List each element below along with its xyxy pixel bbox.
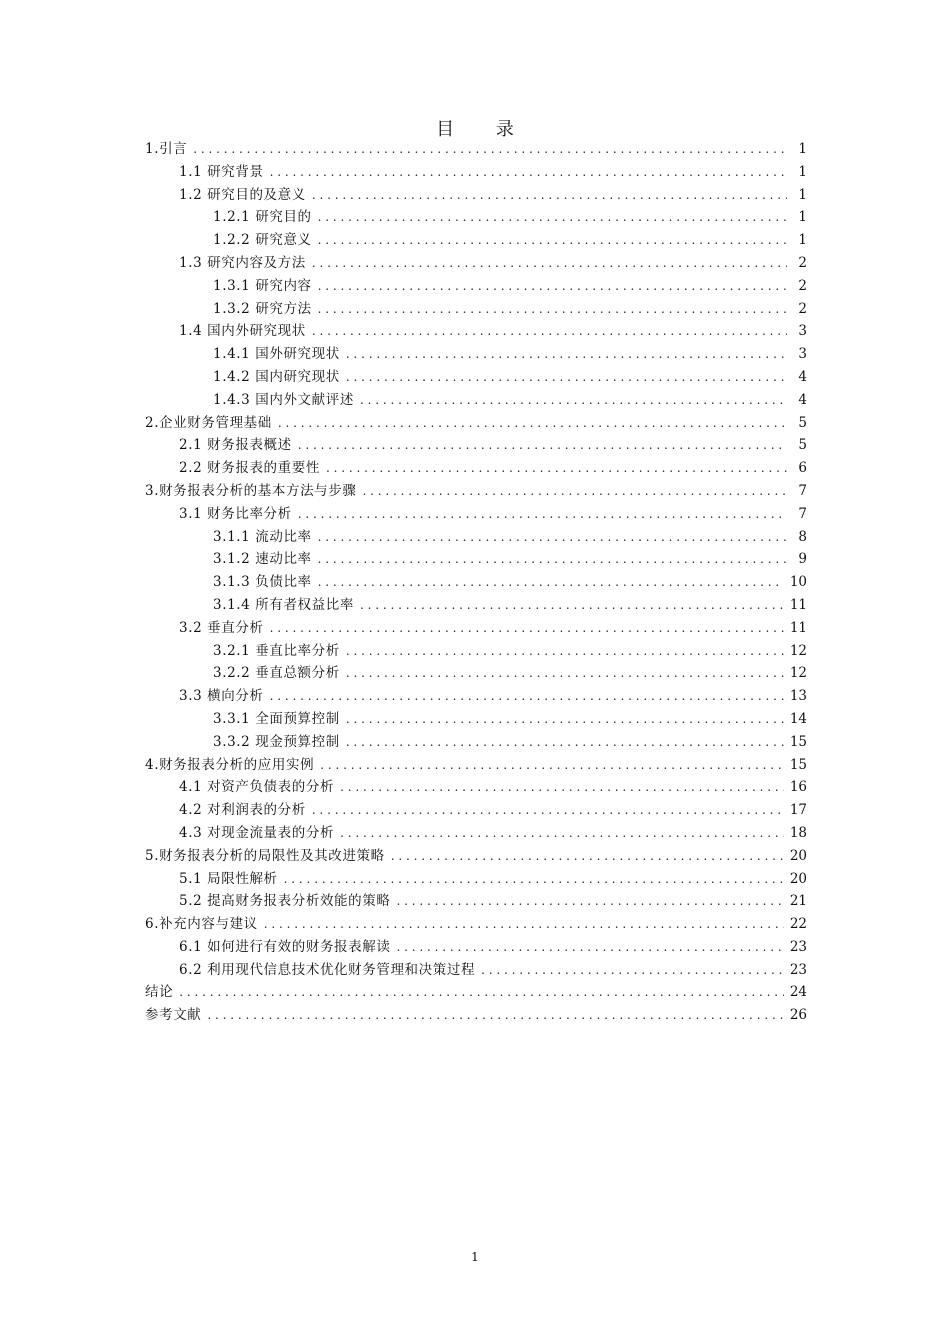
toc-entry-label: 3.2.1 垂直比率分析	[213, 642, 340, 659]
toc-entry[interactable]	[145, 503, 807, 526]
toc-dot-leader	[346, 662, 784, 685]
toc-entry-label: 1.3.2 研究方法	[213, 300, 312, 317]
toc-entry-page: 10	[789, 574, 807, 591]
toc-entry[interactable]	[145, 913, 807, 936]
toc-dot-leader	[340, 822, 784, 845]
toc-entry-label: 4.2 对利润表的分析	[179, 802, 306, 819]
toc-dot-leader	[362, 480, 787, 503]
toc-dot-leader	[396, 890, 783, 913]
page-number: 1	[471, 1250, 479, 1264]
toc-entry-label: 1.2.2 研究意义	[213, 232, 312, 249]
toc-entry-page: 1	[798, 186, 807, 203]
toc-dot-leader	[312, 320, 787, 343]
toc-entry-label: 3.3.1 全面预算控制	[213, 710, 340, 727]
toc-entry-page: 4	[798, 391, 807, 408]
toc-entry-label: 结论	[145, 984, 174, 1001]
toc-entry[interactable]	[145, 548, 807, 571]
toc-entry-page: 21	[789, 893, 807, 910]
toc-title: 目 录	[436, 119, 532, 140]
toc-entry-page: 7	[798, 505, 807, 522]
toc-entry-page: 1	[798, 232, 807, 249]
toc-dot-leader	[318, 298, 787, 321]
toc-dot-leader	[346, 366, 787, 389]
toc-entry[interactable]	[145, 480, 807, 503]
toc-entry-page: 1	[798, 209, 807, 226]
toc-entry[interactable]	[145, 206, 807, 229]
toc-entry[interactable]	[145, 868, 807, 891]
toc-entry-page: 9	[798, 551, 807, 568]
toc-entry-label: 1.4.2 国内研究现状	[213, 368, 340, 385]
toc-entry[interactable]	[145, 731, 807, 754]
toc-entry[interactable]	[145, 594, 807, 617]
toc-dot-leader	[346, 343, 787, 366]
toc-entry-page: 11	[789, 619, 807, 636]
toc-entry[interactable]	[145, 1004, 807, 1027]
toc-entry[interactable]	[145, 184, 807, 207]
toc-entry[interactable]	[145, 389, 807, 412]
toc-entry[interactable]	[145, 434, 807, 457]
toc-dot-leader	[326, 457, 787, 480]
toc-dot-leader	[298, 434, 787, 457]
toc-entry-label: 1.4.1 国外研究现状	[213, 346, 340, 363]
toc-entry-page: 4	[798, 368, 807, 385]
toc-entry[interactable]	[145, 617, 807, 640]
toc-entry-label: 1.3 研究内容及方法	[179, 254, 306, 271]
toc-entry-page: 11	[789, 596, 807, 613]
toc-dot-leader	[270, 617, 784, 640]
toc-entry-page: 24	[789, 984, 807, 1001]
toc-entry-label: 4.1 对资产负债表的分析	[179, 779, 335, 796]
toc-entry-label: 1.4 国内外研究现状	[179, 323, 306, 340]
toc-entry-page: 20	[789, 870, 807, 887]
toc-entry-label: 6.补充内容与建议	[145, 916, 258, 933]
toc-dot-leader	[360, 389, 787, 412]
toc-dot-leader	[346, 640, 784, 663]
toc-dot-leader	[318, 571, 784, 594]
toc-entry-page: 2	[798, 300, 807, 317]
toc-entry-page: 12	[789, 642, 807, 659]
toc-dot-leader	[320, 754, 784, 777]
toc-dot-leader	[360, 594, 784, 617]
toc-dot-leader	[346, 731, 784, 754]
toc-entry[interactable]	[145, 754, 807, 777]
toc-entry-label: 1.3.1 研究内容	[213, 277, 312, 294]
toc-entry-label: 3.2 垂直分析	[179, 619, 264, 636]
table-of-contents	[145, 138, 807, 1027]
toc-entry[interactable]	[145, 776, 807, 799]
toc-entry-page: 2	[798, 277, 807, 294]
toc-entry-label: 6.1 如何进行有效的财务报表解读	[179, 938, 391, 955]
toc-entry[interactable]	[145, 412, 807, 435]
toc-dot-leader	[481, 959, 784, 982]
toc-entry[interactable]	[145, 799, 807, 822]
toc-entry-page: 15	[789, 733, 807, 750]
toc-entry-label: 3.1.1 流动比率	[213, 528, 312, 545]
toc-entry-label: 3.3.2 现金预算控制	[213, 733, 340, 750]
toc-entry-page: 3	[798, 346, 807, 363]
toc-entry[interactable]	[145, 845, 807, 868]
toc-entry-page: 17	[789, 802, 807, 819]
toc-entry-label: 5.财务报表分析的局限性及其改进策略	[145, 847, 385, 864]
toc-dot-leader	[270, 685, 784, 708]
toc-entry-label: 3.1.3 负债比率	[213, 574, 312, 591]
toc-entry-page: 5	[798, 437, 807, 454]
toc-entry-page: 23	[789, 938, 807, 955]
toc-entry-label: 2.1 财务报表概述	[179, 437, 292, 454]
toc-entry[interactable]	[145, 229, 807, 252]
toc-entry-label: 2.企业财务管理基础	[145, 414, 272, 431]
toc-entry[interactable]	[145, 890, 807, 913]
toc-entry-page: 8	[798, 528, 807, 545]
toc-entry-label: 2.2 财务报表的重要性	[179, 460, 320, 477]
toc-dot-leader	[284, 868, 784, 891]
toc-dot-leader	[391, 845, 784, 868]
toc-entry[interactable]	[145, 138, 807, 161]
toc-entry[interactable]	[145, 252, 807, 275]
toc-dot-leader	[264, 913, 784, 936]
toc-entry-page: 12	[789, 665, 807, 682]
toc-entry-page: 15	[789, 756, 807, 773]
toc-dot-leader	[298, 503, 787, 526]
toc-entry-label: 1.2 研究目的及意义	[179, 186, 306, 203]
toc-entry[interactable]	[145, 457, 807, 480]
toc-entry-page: 3	[798, 323, 807, 340]
toc-entry-page: 20	[789, 847, 807, 864]
toc-dot-leader	[318, 526, 787, 549]
toc-dot-leader	[312, 799, 784, 822]
toc-dot-leader	[270, 161, 787, 184]
toc-dot-leader	[179, 981, 784, 1004]
toc-entry-label: 1.1 研究背景	[179, 163, 264, 180]
toc-entry[interactable]	[145, 571, 807, 594]
toc-dot-leader	[207, 1004, 783, 1027]
toc-dot-leader	[318, 229, 787, 252]
toc-entry-page: 26	[789, 1007, 807, 1024]
toc-entry-label: 3.1.4 所有者权益比率	[213, 596, 354, 613]
toc-entry-page: 1	[798, 163, 807, 180]
toc-dot-leader	[318, 206, 787, 229]
toc-entry-page: 6	[798, 460, 807, 477]
toc-entry[interactable]	[145, 275, 807, 298]
toc-entry[interactable]	[145, 822, 807, 845]
toc-entry-page: 7	[798, 482, 807, 499]
toc-entry-label: 1.2.1 研究目的	[213, 209, 312, 226]
toc-entry[interactable]	[145, 320, 807, 343]
toc-entry[interactable]	[145, 298, 807, 321]
toc-dot-leader	[193, 138, 787, 161]
toc-entry-page: 13	[789, 688, 807, 705]
toc-entry-page: 1	[798, 141, 807, 157]
toc-entry-page: 16	[789, 779, 807, 796]
toc-entry-page: 14	[789, 710, 807, 727]
toc-entry-label: 1.4.3 国内外文献评述	[213, 391, 354, 408]
toc-entry-page: 5	[798, 414, 807, 431]
toc-entry-label: 3.3 横向分析	[179, 688, 264, 705]
toc-dot-leader	[396, 936, 783, 959]
toc-dot-leader	[312, 184, 787, 207]
toc-entry[interactable]	[145, 640, 807, 663]
toc-entry-label: 参考文献	[145, 1007, 202, 1024]
toc-entry[interactable]	[145, 662, 807, 685]
toc-entry-page: 23	[789, 961, 807, 978]
toc-dot-leader	[318, 275, 787, 298]
toc-entry[interactable]	[145, 685, 807, 708]
toc-entry-label: 1.引言	[145, 141, 188, 157]
toc-entry[interactable]	[145, 526, 807, 549]
toc-entry-page: 22	[789, 916, 807, 933]
toc-entry-label: 6.2 利用现代信息技术优化财务管理和决策过程	[179, 961, 476, 978]
toc-entry[interactable]	[145, 981, 807, 1004]
toc-dot-leader	[278, 412, 787, 435]
toc-entry[interactable]	[145, 366, 807, 389]
toc-entry-label: 5.1 局限性解析	[179, 870, 278, 887]
toc-entry[interactable]	[145, 708, 807, 731]
toc-entry[interactable]	[145, 161, 807, 184]
toc-entry-label: 3.1 财务比率分析	[179, 505, 292, 522]
toc-entry[interactable]	[145, 343, 807, 366]
toc-entry-label: 3.2.2 垂直总额分析	[213, 665, 340, 682]
toc-entry-label: 5.2 提高财务报表分析效能的策略	[179, 893, 391, 910]
toc-entry[interactable]	[145, 959, 807, 982]
toc-entry-label: 4.3 对现金流量表的分析	[179, 824, 335, 841]
toc-entry-page: 18	[789, 824, 807, 841]
toc-entry[interactable]	[145, 936, 807, 959]
toc-entry-label: 4.财务报表分析的应用实例	[145, 756, 315, 773]
toc-dot-leader	[346, 708, 784, 731]
toc-dot-leader	[318, 548, 787, 571]
toc-entry-page: 2	[798, 254, 807, 271]
toc-entry-label: 3.财务报表分析的基本方法与步骤	[145, 482, 357, 499]
toc-dot-leader	[312, 252, 787, 275]
toc-entry-label: 3.1.2 速动比率	[213, 551, 312, 568]
toc-dot-leader	[340, 776, 784, 799]
